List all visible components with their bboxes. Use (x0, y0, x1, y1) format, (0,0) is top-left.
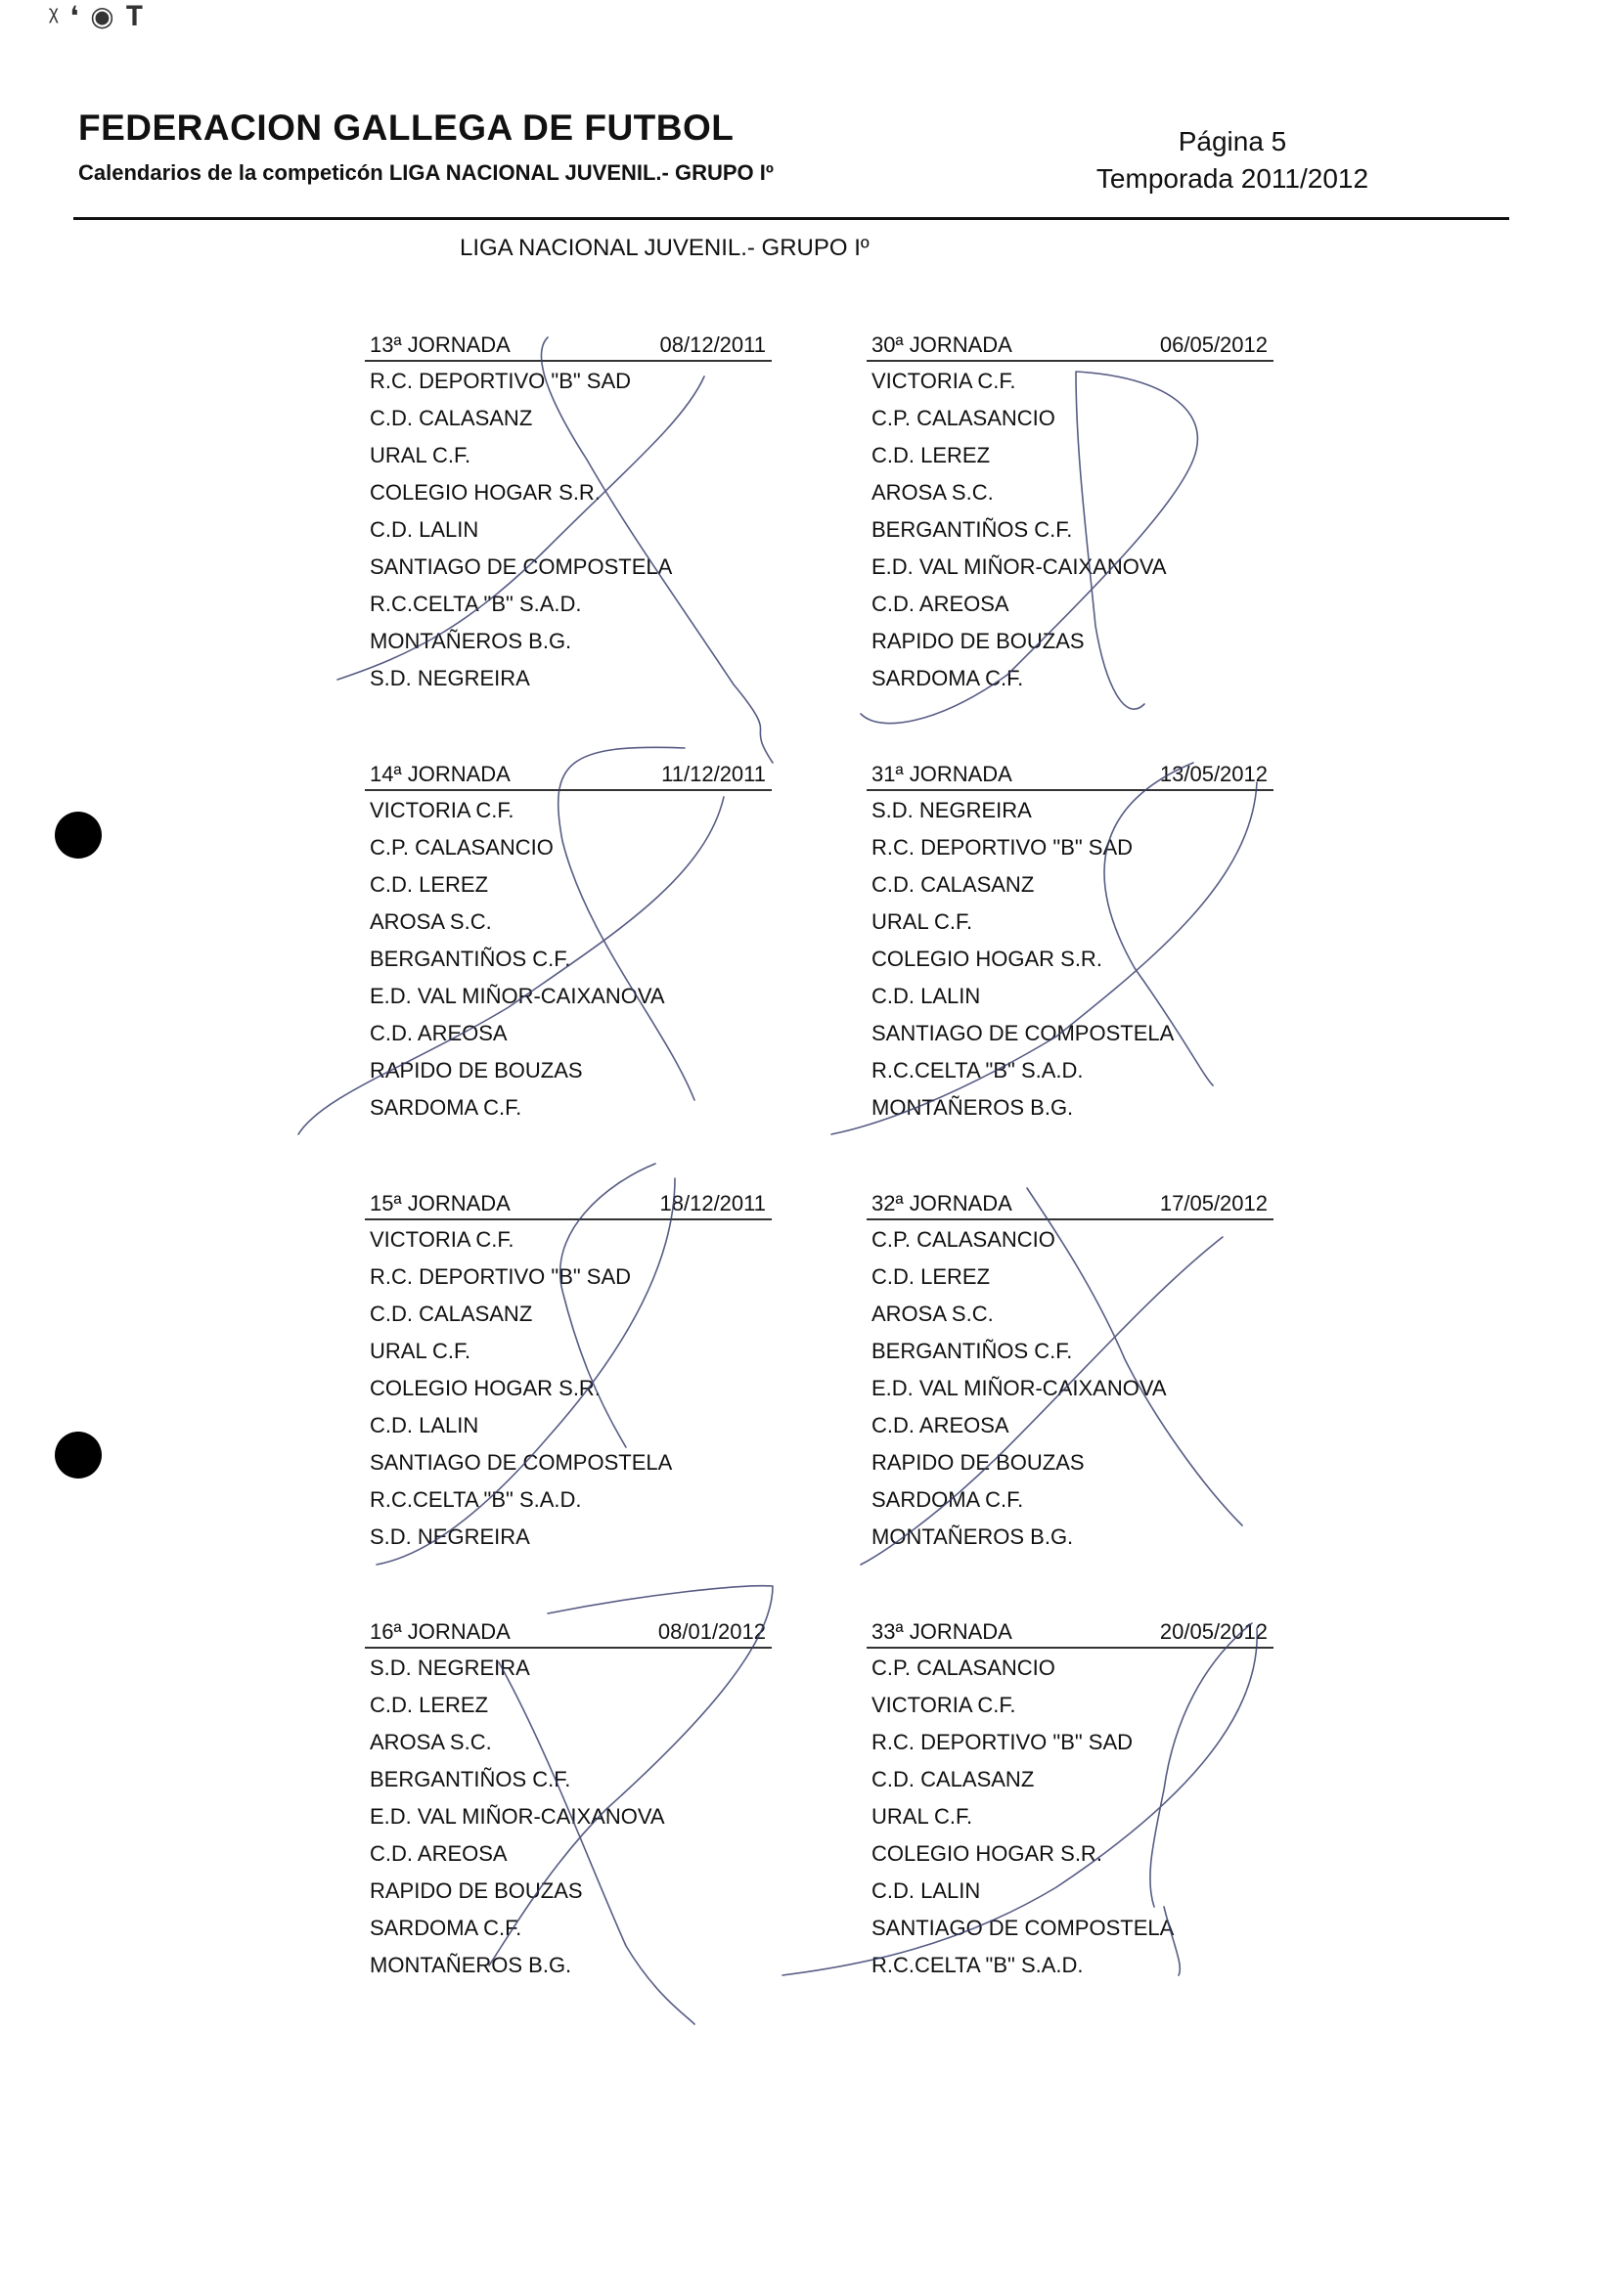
team-item: AROSA S.C. (370, 909, 492, 934)
season-label: Temporada 2011/2012 (1095, 163, 1369, 194)
team-item: BERGANTIÑOS C.F. (370, 947, 571, 971)
team-list (365, 1220, 772, 1555)
team-item: URAL C.F. (370, 1339, 471, 1363)
team-item: E.D. VAL MIÑOR-CAIXANOVA (871, 1376, 1167, 1400)
team-list (867, 362, 1273, 696)
jornada-title: 13ª JORNADA (370, 332, 511, 357)
team-item: C.D. LALIN (871, 1878, 981, 1903)
jornada-33 (867, 1615, 1273, 1983)
team-item: SANTIAGO DE COMPOSTELA (370, 554, 673, 579)
jornada-header (365, 1187, 772, 1220)
team-item: COLEGIO HOGAR S.R. (370, 480, 601, 505)
team-item: AROSA S.C. (871, 1302, 994, 1326)
team-item: URAL C.F. (871, 1804, 973, 1829)
team-item: SARDOMA C.F. (871, 666, 1024, 690)
jornada-title: 32ª JORNADA (871, 1191, 1012, 1215)
team-item: C.D. LEREZ (370, 1693, 489, 1717)
team-item: MONTAÑEROS B.G. (871, 1524, 1074, 1549)
team-item: R.C.CELTA "B" S.A.D. (370, 1487, 582, 1512)
team-item: C.D. AREOSA (370, 1021, 508, 1045)
team-item: S.D. NEGREIRA (370, 666, 530, 690)
team-item: C.D. LEREZ (370, 872, 489, 897)
jornada-header (365, 758, 772, 791)
team-list (365, 1649, 772, 1983)
team-item: R.C. DEPORTIVO "B" SAD (370, 1264, 632, 1289)
team-list (867, 791, 1273, 1126)
team-item: VICTORIA C.F. (370, 1227, 514, 1252)
team-item: COLEGIO HOGAR S.R. (871, 947, 1102, 971)
team-item: VICTORIA C.F. (370, 798, 514, 822)
team-item: R.C.CELTA "B" S.A.D. (871, 1058, 1084, 1082)
jornada-title: 30ª JORNADA (871, 332, 1012, 357)
jornada-header (867, 329, 1273, 362)
team-item: RAPIDO DE BOUZAS (370, 1058, 583, 1082)
header-right (1056, 123, 1408, 198)
jornada-date: 17/05/2012 (1159, 1191, 1268, 1215)
header-divider (73, 217, 1509, 220)
punch-hole-icon (55, 1432, 102, 1479)
team-item: C.D. LALIN (370, 1413, 479, 1437)
jornada-title: 31ª JORNADA (871, 762, 1012, 786)
team-item: MONTAÑEROS B.G. (370, 629, 572, 653)
team-item: C.P. CALASANCIO (370, 835, 554, 860)
team-item: C.D. LALIN (370, 517, 479, 542)
team-item: COLEGIO HOGAR S.R. (871, 1841, 1102, 1866)
team-item: RAPIDO DE BOUZAS (370, 1878, 583, 1903)
team-item: SARDOMA C.F. (871, 1487, 1024, 1512)
team-item: R.C.CELTA "B" S.A.D. (871, 1953, 1084, 1977)
team-item: C.D. CALASANZ (871, 1767, 1035, 1791)
team-item: R.C. DEPORTIVO "B" SAD (370, 369, 632, 393)
jornada-31 (867, 758, 1273, 1126)
jornada-32 (867, 1187, 1273, 1555)
header-left (78, 108, 774, 186)
group-title: LIGA NACIONAL JUVENIL.- GRUPO Iº (460, 235, 870, 261)
team-item: C.D. LALIN (871, 984, 981, 1008)
team-item: BERGANTIÑOS C.F. (871, 517, 1073, 542)
team-item: C.D. CALASANZ (871, 872, 1035, 897)
jornada-title: 16ª JORNADA (370, 1619, 511, 1644)
team-item: E.D. VAL MIÑOR-CAIXANOVA (871, 554, 1167, 579)
team-list (867, 1649, 1273, 1983)
team-item: MONTAÑEROS B.G. (871, 1095, 1074, 1120)
jornada-14 (365, 758, 772, 1126)
team-item: BERGANTIÑOS C.F. (871, 1339, 1073, 1363)
team-item: RAPIDO DE BOUZAS (871, 629, 1085, 653)
team-item: URAL C.F. (871, 909, 973, 934)
jornada-title: 14ª JORNADA (370, 762, 511, 786)
team-item: C.D. CALASANZ (370, 406, 533, 430)
team-item: C.D. LEREZ (871, 443, 991, 467)
team-item: AROSA S.C. (370, 1730, 492, 1754)
jornada-date: 06/05/2012 (1159, 332, 1268, 357)
team-item: C.D. LEREZ (871, 1264, 991, 1289)
jornada-date: 08/01/2012 (657, 1619, 766, 1644)
team-item: SARDOMA C.F. (370, 1095, 522, 1120)
team-list (365, 791, 772, 1126)
jornada-date: 18/12/2011 (659, 1191, 766, 1215)
jornada-date: 11/12/2011 (661, 762, 766, 786)
jornada-15 (365, 1187, 772, 1555)
team-list (365, 362, 772, 696)
team-item: R.C. DEPORTIVO "B" SAD (871, 835, 1134, 860)
team-item: C.D. AREOSA (871, 592, 1009, 616)
competition-subtitle: Calendarios de la competicón LIGA NACIONAL JUVENIL.- GRUPO Iº (78, 160, 774, 185)
team-item: MONTAÑEROS B.G. (370, 1953, 572, 1977)
organization-name: FEDERACION GALLEGA DE FUTBOL (78, 108, 735, 148)
jornada-13 (365, 329, 772, 696)
jornada-16 (365, 1615, 772, 1983)
jornada-title: 33ª JORNADA (871, 1619, 1012, 1644)
scan-artifact-mark: ᵡ ❛ ◉ 𝐓 (49, 1, 146, 31)
team-item: R.C. DEPORTIVO "B" SAD (871, 1730, 1134, 1754)
team-item: RAPIDO DE BOUZAS (871, 1450, 1085, 1475)
team-item: E.D. VAL MIÑOR-CAIXANOVA (370, 1804, 665, 1829)
team-item: SANTIAGO DE COMPOSTELA (871, 1021, 1175, 1045)
jornada-header (867, 1187, 1273, 1220)
jornada-30 (867, 329, 1273, 696)
team-item: AROSA S.C. (871, 480, 994, 505)
team-item: VICTORIA C.F. (871, 1693, 1016, 1717)
team-item: SANTIAGO DE COMPOSTELA (871, 1916, 1175, 1940)
jornada-header (867, 1615, 1273, 1649)
team-item: S.D. NEGREIRA (370, 1656, 530, 1680)
jornada-header (365, 1615, 772, 1649)
jornada-header (867, 758, 1273, 791)
team-item: SANTIAGO DE COMPOSTELA (370, 1450, 673, 1475)
team-item: C.D. AREOSA (871, 1413, 1009, 1437)
team-item: S.D. NEGREIRA (871, 798, 1032, 822)
team-item: R.C.CELTA "B" S.A.D. (370, 592, 582, 616)
jornada-date: 20/05/2012 (1159, 1619, 1268, 1644)
team-item: C.D. CALASANZ (370, 1302, 533, 1326)
page-number: Página 5 (1178, 126, 1287, 156)
team-item: E.D. VAL MIÑOR-CAIXANOVA (370, 984, 665, 1008)
team-item: SARDOMA C.F. (370, 1916, 522, 1940)
team-item: VICTORIA C.F. (871, 369, 1016, 393)
team-item: C.P. CALASANCIO (871, 1656, 1055, 1680)
jornada-date: 08/12/2011 (659, 332, 766, 357)
team-item: S.D. NEGREIRA (370, 1524, 530, 1549)
jornada-title: 15ª JORNADA (370, 1191, 511, 1215)
team-item: C.P. CALASANCIO (871, 406, 1055, 430)
team-item: C.D. AREOSA (370, 1841, 508, 1866)
team-list (867, 1220, 1273, 1555)
jornada-date: 13/05/2012 (1159, 762, 1268, 786)
team-item: URAL C.F. (370, 443, 471, 467)
jornada-header (365, 329, 772, 362)
team-item: BERGANTIÑOS C.F. (370, 1767, 571, 1791)
team-item: COLEGIO HOGAR S.R. (370, 1376, 601, 1400)
punch-hole-icon (55, 812, 102, 859)
team-item: C.P. CALASANCIO (871, 1227, 1055, 1252)
